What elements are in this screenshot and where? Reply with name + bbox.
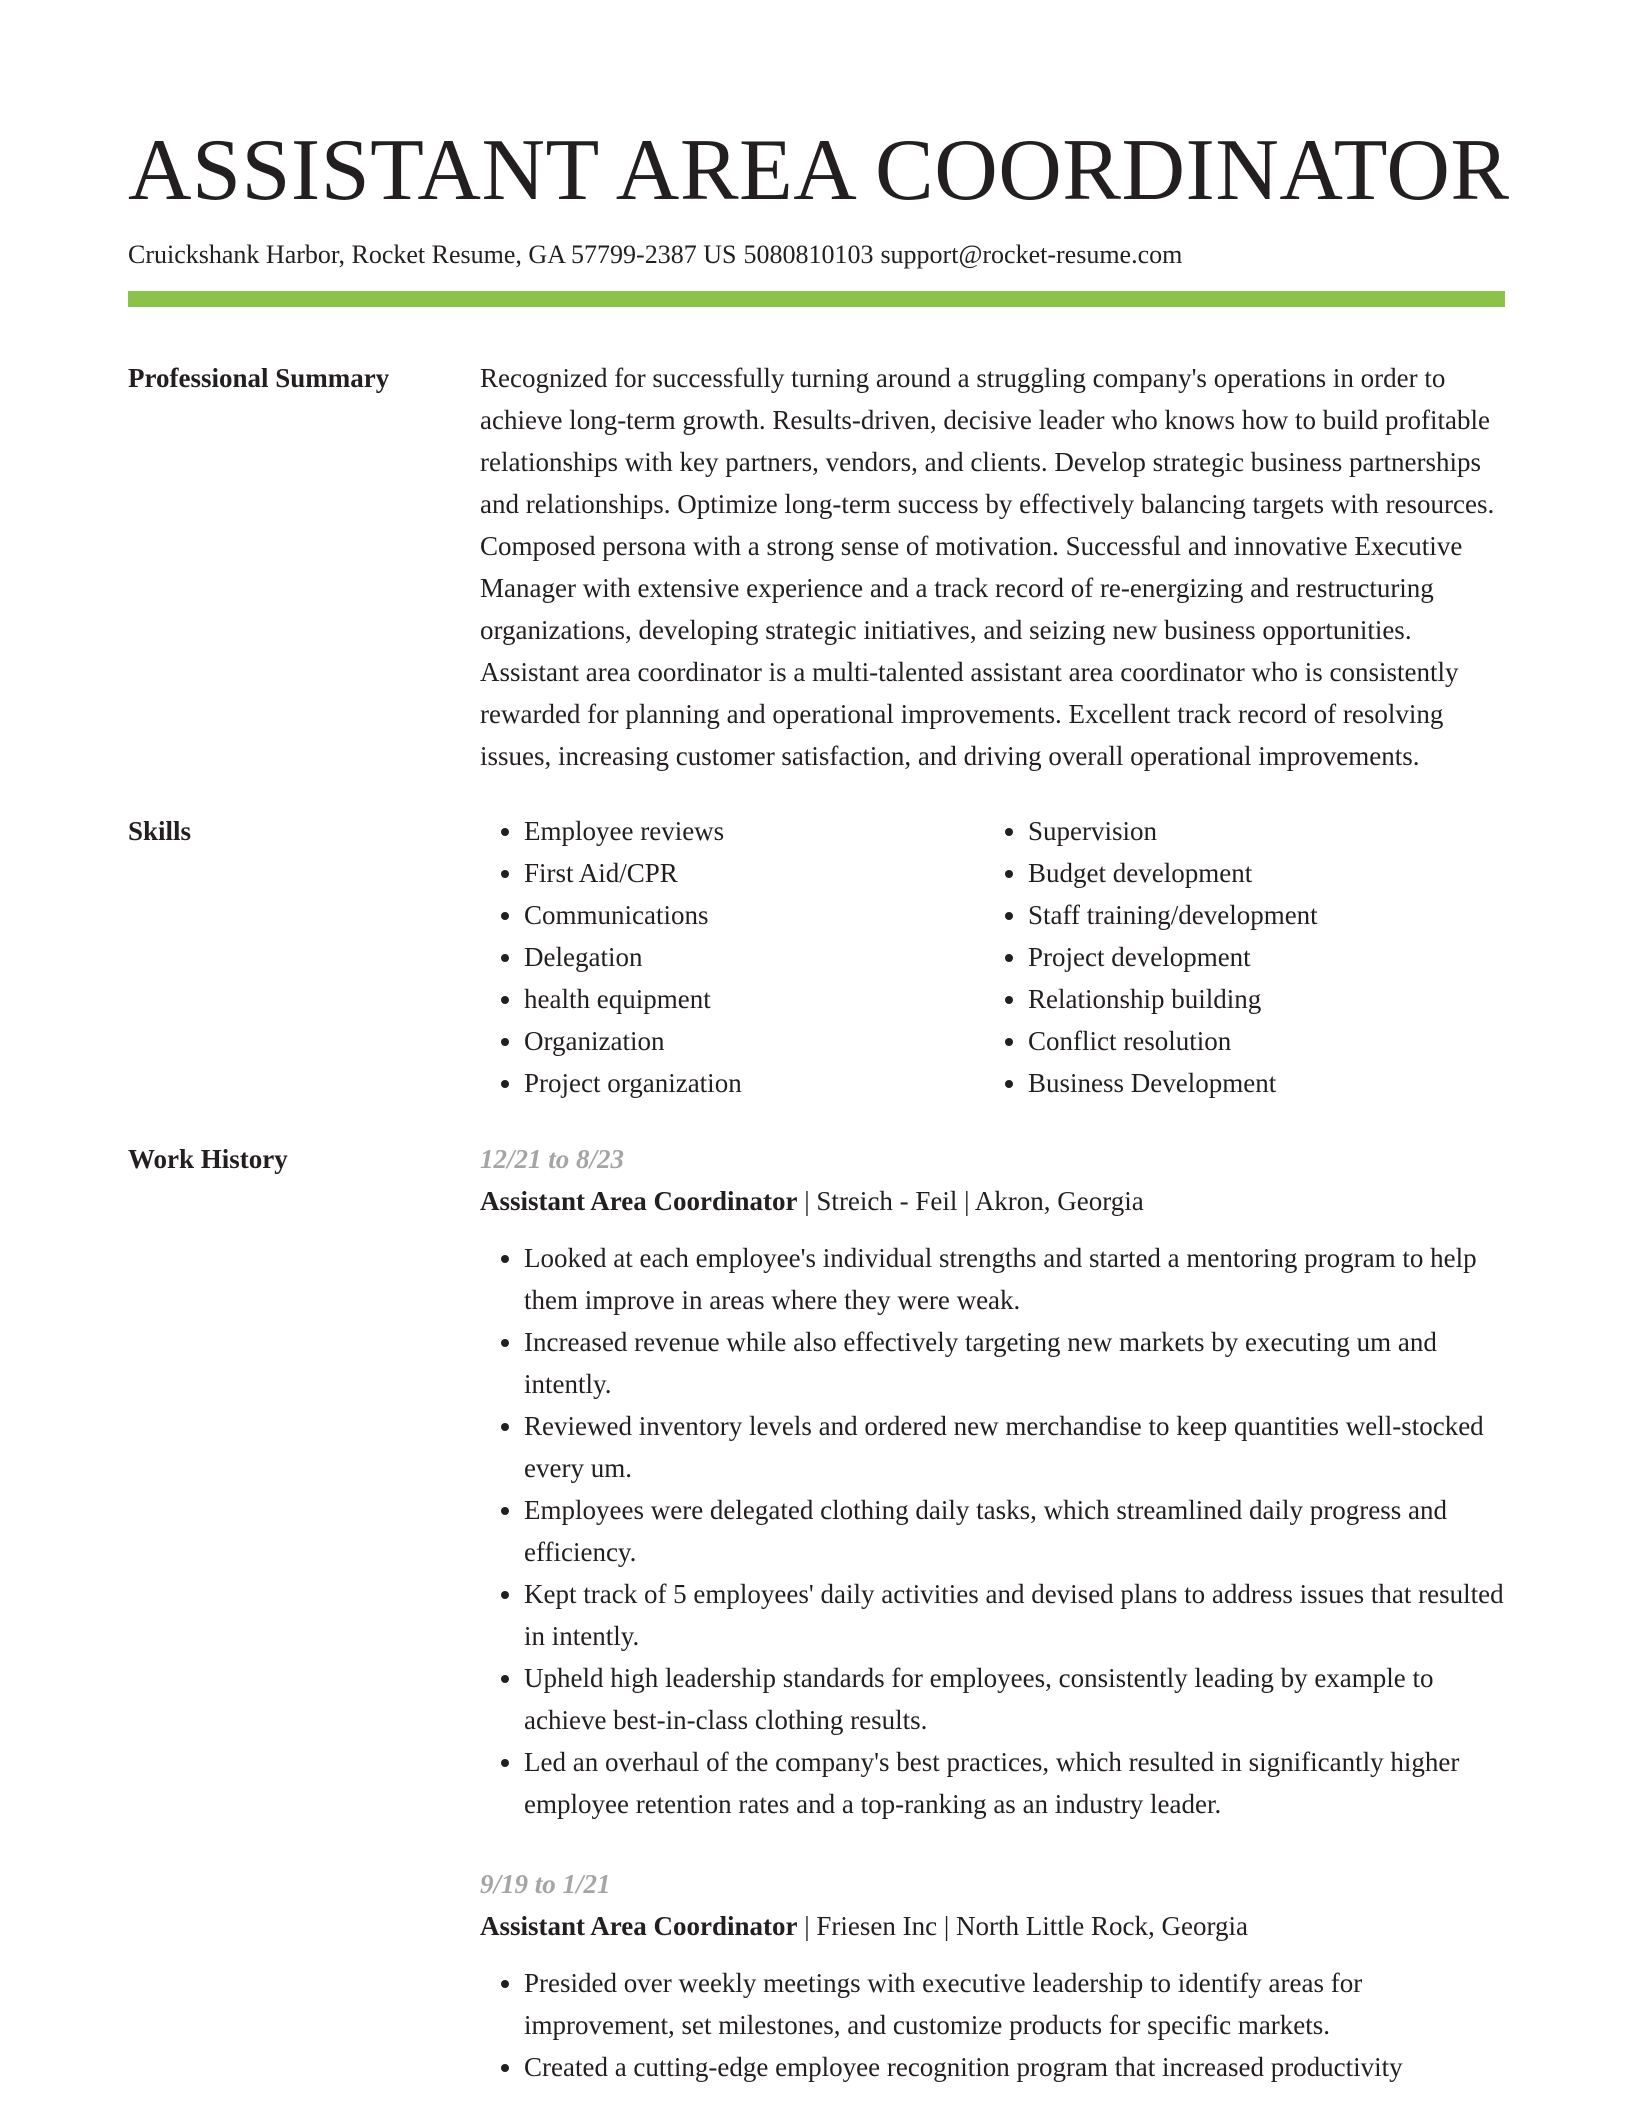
job-heading xyxy=(480,1180,1505,1222)
skill-item: • Project organization xyxy=(524,1062,984,1104)
work-history-body xyxy=(480,1138,1505,2088)
resume-page xyxy=(128,0,1510,2088)
contact-phone: 5080810103 xyxy=(743,240,874,269)
job-employer-location: | Friesen Inc | North Little Rock, Georgia xyxy=(797,1911,1248,1941)
summary-body xyxy=(480,357,1505,777)
section-label-work: Work History xyxy=(128,1144,288,1174)
job-bullet: • Employees were delegated clothing daily tasks, which streamlined daily progress and efficiency. xyxy=(524,1489,1505,1573)
header-divider xyxy=(128,291,1505,307)
resume-header xyxy=(128,0,1510,307)
skill-item: • Relationship building xyxy=(1028,978,1488,1020)
skill-item: • Supervision xyxy=(1028,810,1488,852)
skills-list-right xyxy=(984,810,1488,1104)
job-title: Assistant Area Coordinator xyxy=(480,1911,798,1941)
job-bullet: • Looked at each employee's individual strengths and started a mentoring program to help them improve in areas where they were weak. xyxy=(524,1237,1505,1321)
skills-section xyxy=(128,810,1505,1104)
skill-item: • Business Development xyxy=(1028,1062,1488,1104)
contact-email: support@rocket-resume.com xyxy=(880,240,1183,269)
job-bullet: • Reviewed inventory levels and ordered new merchandise to keep quantities well-stocked every um. xyxy=(524,1405,1505,1489)
section-label-skills: Skills xyxy=(128,816,192,846)
skill-item: • Conflict resolution xyxy=(1028,1020,1488,1062)
skill-item: • Organization xyxy=(524,1020,984,1062)
skill-item: • Communications xyxy=(524,894,984,936)
contact-address: Cruickshank Harbor, Rocket Resume, GA 57799-2387 US xyxy=(128,240,737,269)
section-label-summary: Professional Summary xyxy=(128,363,390,393)
job-heading xyxy=(480,1905,1505,1947)
job-title: Assistant Area Coordinator xyxy=(480,1186,798,1216)
professional-summary-section xyxy=(128,357,1505,777)
job-bullet: • Created a cutting-edge employee recognition program that increased productivity xyxy=(524,2046,1505,2088)
candidate-name: ASSISTANT AREA COORDINATOR xyxy=(128,122,1510,219)
job-bullet-list xyxy=(480,1962,1505,2088)
skill-item: • Project development xyxy=(1028,936,1488,978)
skill-item: • Employee reviews xyxy=(524,810,984,852)
skill-item: • Staff training/development xyxy=(1028,894,1488,936)
job-entry xyxy=(480,1138,1505,1825)
work-history-section xyxy=(128,1138,1505,2088)
skill-item: • Delegation xyxy=(524,936,984,978)
skill-item: • First Aid/CPR xyxy=(524,852,984,894)
job-bullet: • Led an overhaul of the company's best practices, which resulted in significantly higher employee retention rates and a top-ranking as an industry leader. xyxy=(524,1741,1505,1825)
summary-text: Recognized for successfully turning around a struggling company's operations in order to achieve long-term growth. Results-driven, decisive leader who knows how to build profitable relationships with key partners, vendors, and clients. Develop strategic business partnerships and relationships. Optimize long-term success by effectively balancing targets with resources. Composed persona with a strong sense of motivation. Successful and innovative Executive Manager with extensive experience and a track record of re-energizing and restructuring organizations, developing strategic initiatives, and seizing new business opportunities. Assistant area coordinator is a multi-talented assistant area coordinator who is consistently rewarded for planning and operational improvements. Excellent track record of resolving issues, increasing customer satisfaction, and driving overall operational improvements. xyxy=(480,363,1495,771)
skill-item: • health equipment xyxy=(524,978,984,1020)
job-bullet: • Upheld high leadership standards for employees, consistently leading by example to achieve best-in-class clothing results. xyxy=(524,1657,1505,1741)
job-dates: 12/21 to 8/23 xyxy=(480,1144,625,1174)
job-bullet: • Increased revenue while also effectively targeting new markets by executing um and intently. xyxy=(524,1321,1505,1405)
job-bullet-list xyxy=(480,1237,1505,1825)
skills-list-left xyxy=(480,810,984,1104)
skill-item: • Budget development xyxy=(1028,852,1488,894)
job-bullet: • Kept track of 5 employees' daily activities and devised plans to address issues that resulted in intently. xyxy=(524,1573,1505,1657)
job-employer-location: | Streich - Feil | Akron, Georgia xyxy=(797,1186,1144,1216)
contact-line xyxy=(128,237,1505,273)
skills-grid xyxy=(480,810,1505,1104)
job-dates: 9/19 to 1/21 xyxy=(480,1869,611,1899)
job-entry xyxy=(480,1863,1505,2088)
job-bullet: • Presided over weekly meetings with executive leadership to identify areas for improvement, set milestones, and customize products for specific markets. xyxy=(524,1962,1505,2046)
